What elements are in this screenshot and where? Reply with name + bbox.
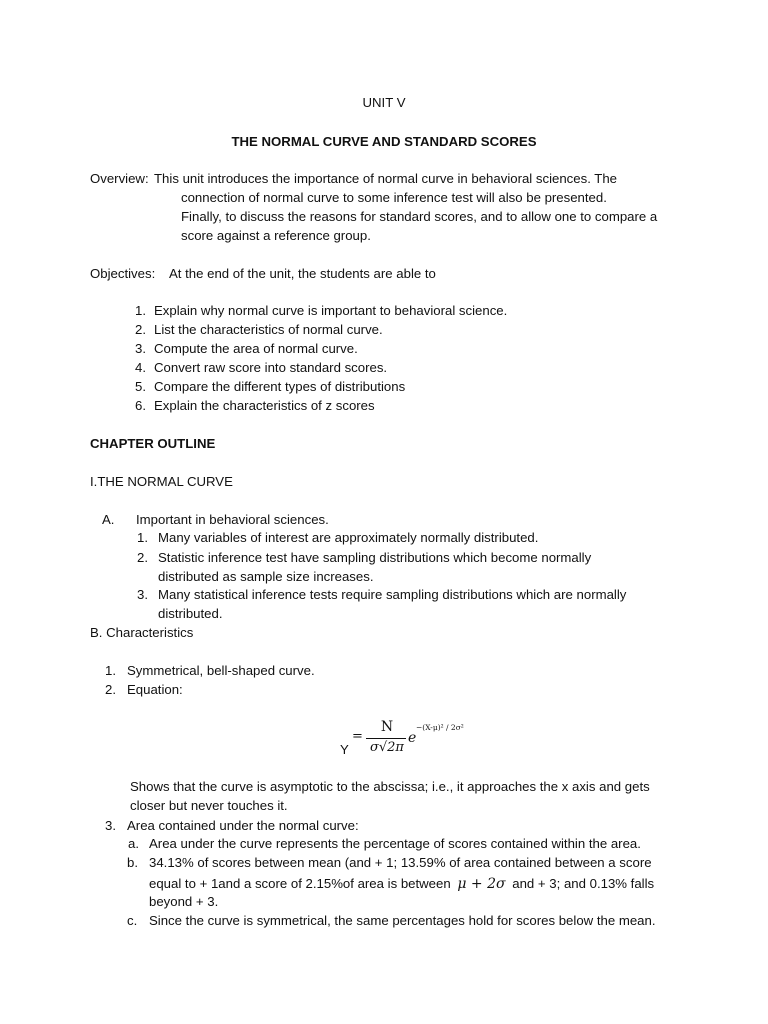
area-text: Area contained under the normal curve: [127,818,359,833]
mu-plus-2sigma-symbol: μ + 2σ [457,876,506,892]
overview-line-2: connection of normal curve to some inference test will also be presented. [181,190,607,205]
asymptote-note-line-2: closer but never touches it. [130,798,288,813]
objective-item: Explain why normal curve is important to behavioral science. [154,303,508,318]
subitem-text: Statistic inference test have sampling distributions which become normally [158,550,592,565]
objective-item: List the characteristics of normal curve. [154,322,383,337]
char-text: Symmetrical, bell-shaped curve. [127,663,315,678]
objective-num: 3. [135,341,146,356]
unit-label: UNIT V [362,95,406,110]
subitem-text: Many variables of interest are approximately normally distributed. [158,530,539,545]
subitem-text-cont: distributed as sample size increases. [158,569,374,584]
objective-num: 2. [135,322,146,337]
objective-item: Compute the area of normal curve. [154,341,358,356]
equation-lhs: Y [340,742,349,757]
objectives-label: Objectives: [90,266,156,281]
page-title: THE NORMAL CURVE AND STANDARD SCORES [231,134,537,149]
equation-e: e [408,730,417,746]
item-text: Important in behavioral sciences. [136,512,329,527]
area-a-letter: a. [128,836,139,851]
area-b-line-3: beyond + 3. [149,894,219,909]
area-a-text: Area under the curve represents the percentage of scores contained within the area. [149,836,641,851]
subitem-text-cont: distributed. [158,606,223,621]
item-letter: A. [102,512,115,527]
overview-line-4: score against a reference group. [181,228,371,243]
subitem-num: 1. [137,530,148,545]
area-b-letter: b. [127,855,138,870]
equation-equals: = [352,729,363,744]
area-b-line-2 [149,875,654,893]
section-heading: I.THE NORMAL CURVE [90,474,233,489]
area-num: 3. [105,818,116,833]
objective-item: Explain the characteristics of z scores [154,398,375,413]
equation-denominator: σ√2π [370,740,404,755]
objective-num: 5. [135,379,146,394]
overview-label: Overview: [90,171,149,186]
overview-line-1: This unit introduces the importance of normal curve in behavioral sciences. The [154,171,618,186]
subitem-text: Many statistical inference tests require sampling distributions which are normally [158,587,627,602]
asymptote-note-line-1: Shows that the curve is asymptotic to the abscissa; i.e., it approaches the x axis and gets [130,779,650,794]
objective-item: Compare the different types of distributions [154,379,406,394]
char-num: 2. [105,682,116,697]
objective-item: Convert raw score into standard scores. [154,360,388,375]
overview-line-3: Finally, to discuss the reasons for standard scores, and to allow one to compare a [181,209,658,224]
subitem-num: 3. [137,587,148,602]
equation-numerator: N [380,719,394,735]
area-b-line-2-pre: equal to + 1and a score of 2.15%of area is between [149,876,451,891]
objective-num: 4. [135,360,146,375]
area-b-line-2-post: and + 3; and 0.13% falls [512,876,655,891]
objectives-intro: At the end of the unit, the students are able to [169,266,436,281]
chapter-outline-heading: CHAPTER OUTLINE [90,436,216,451]
char-num: 1. [105,663,116,678]
char-text: Equation: [127,682,183,697]
equation-exponent: −(X-μ)² / 2σ² [416,723,464,732]
subitem-num: 2. [137,550,148,565]
objective-num: 6. [135,398,146,413]
area-c-text: Since the curve is symmetrical, the same percentages hold for scores below the mean. [149,913,656,928]
objective-num: 1. [135,303,146,318]
characteristics-heading: B. Characteristics [90,625,194,640]
area-b-line-1: 34.13% of scores between mean (and + 1; 13.59% of area contained between a score [149,855,652,870]
area-c-letter: c. [127,913,138,928]
